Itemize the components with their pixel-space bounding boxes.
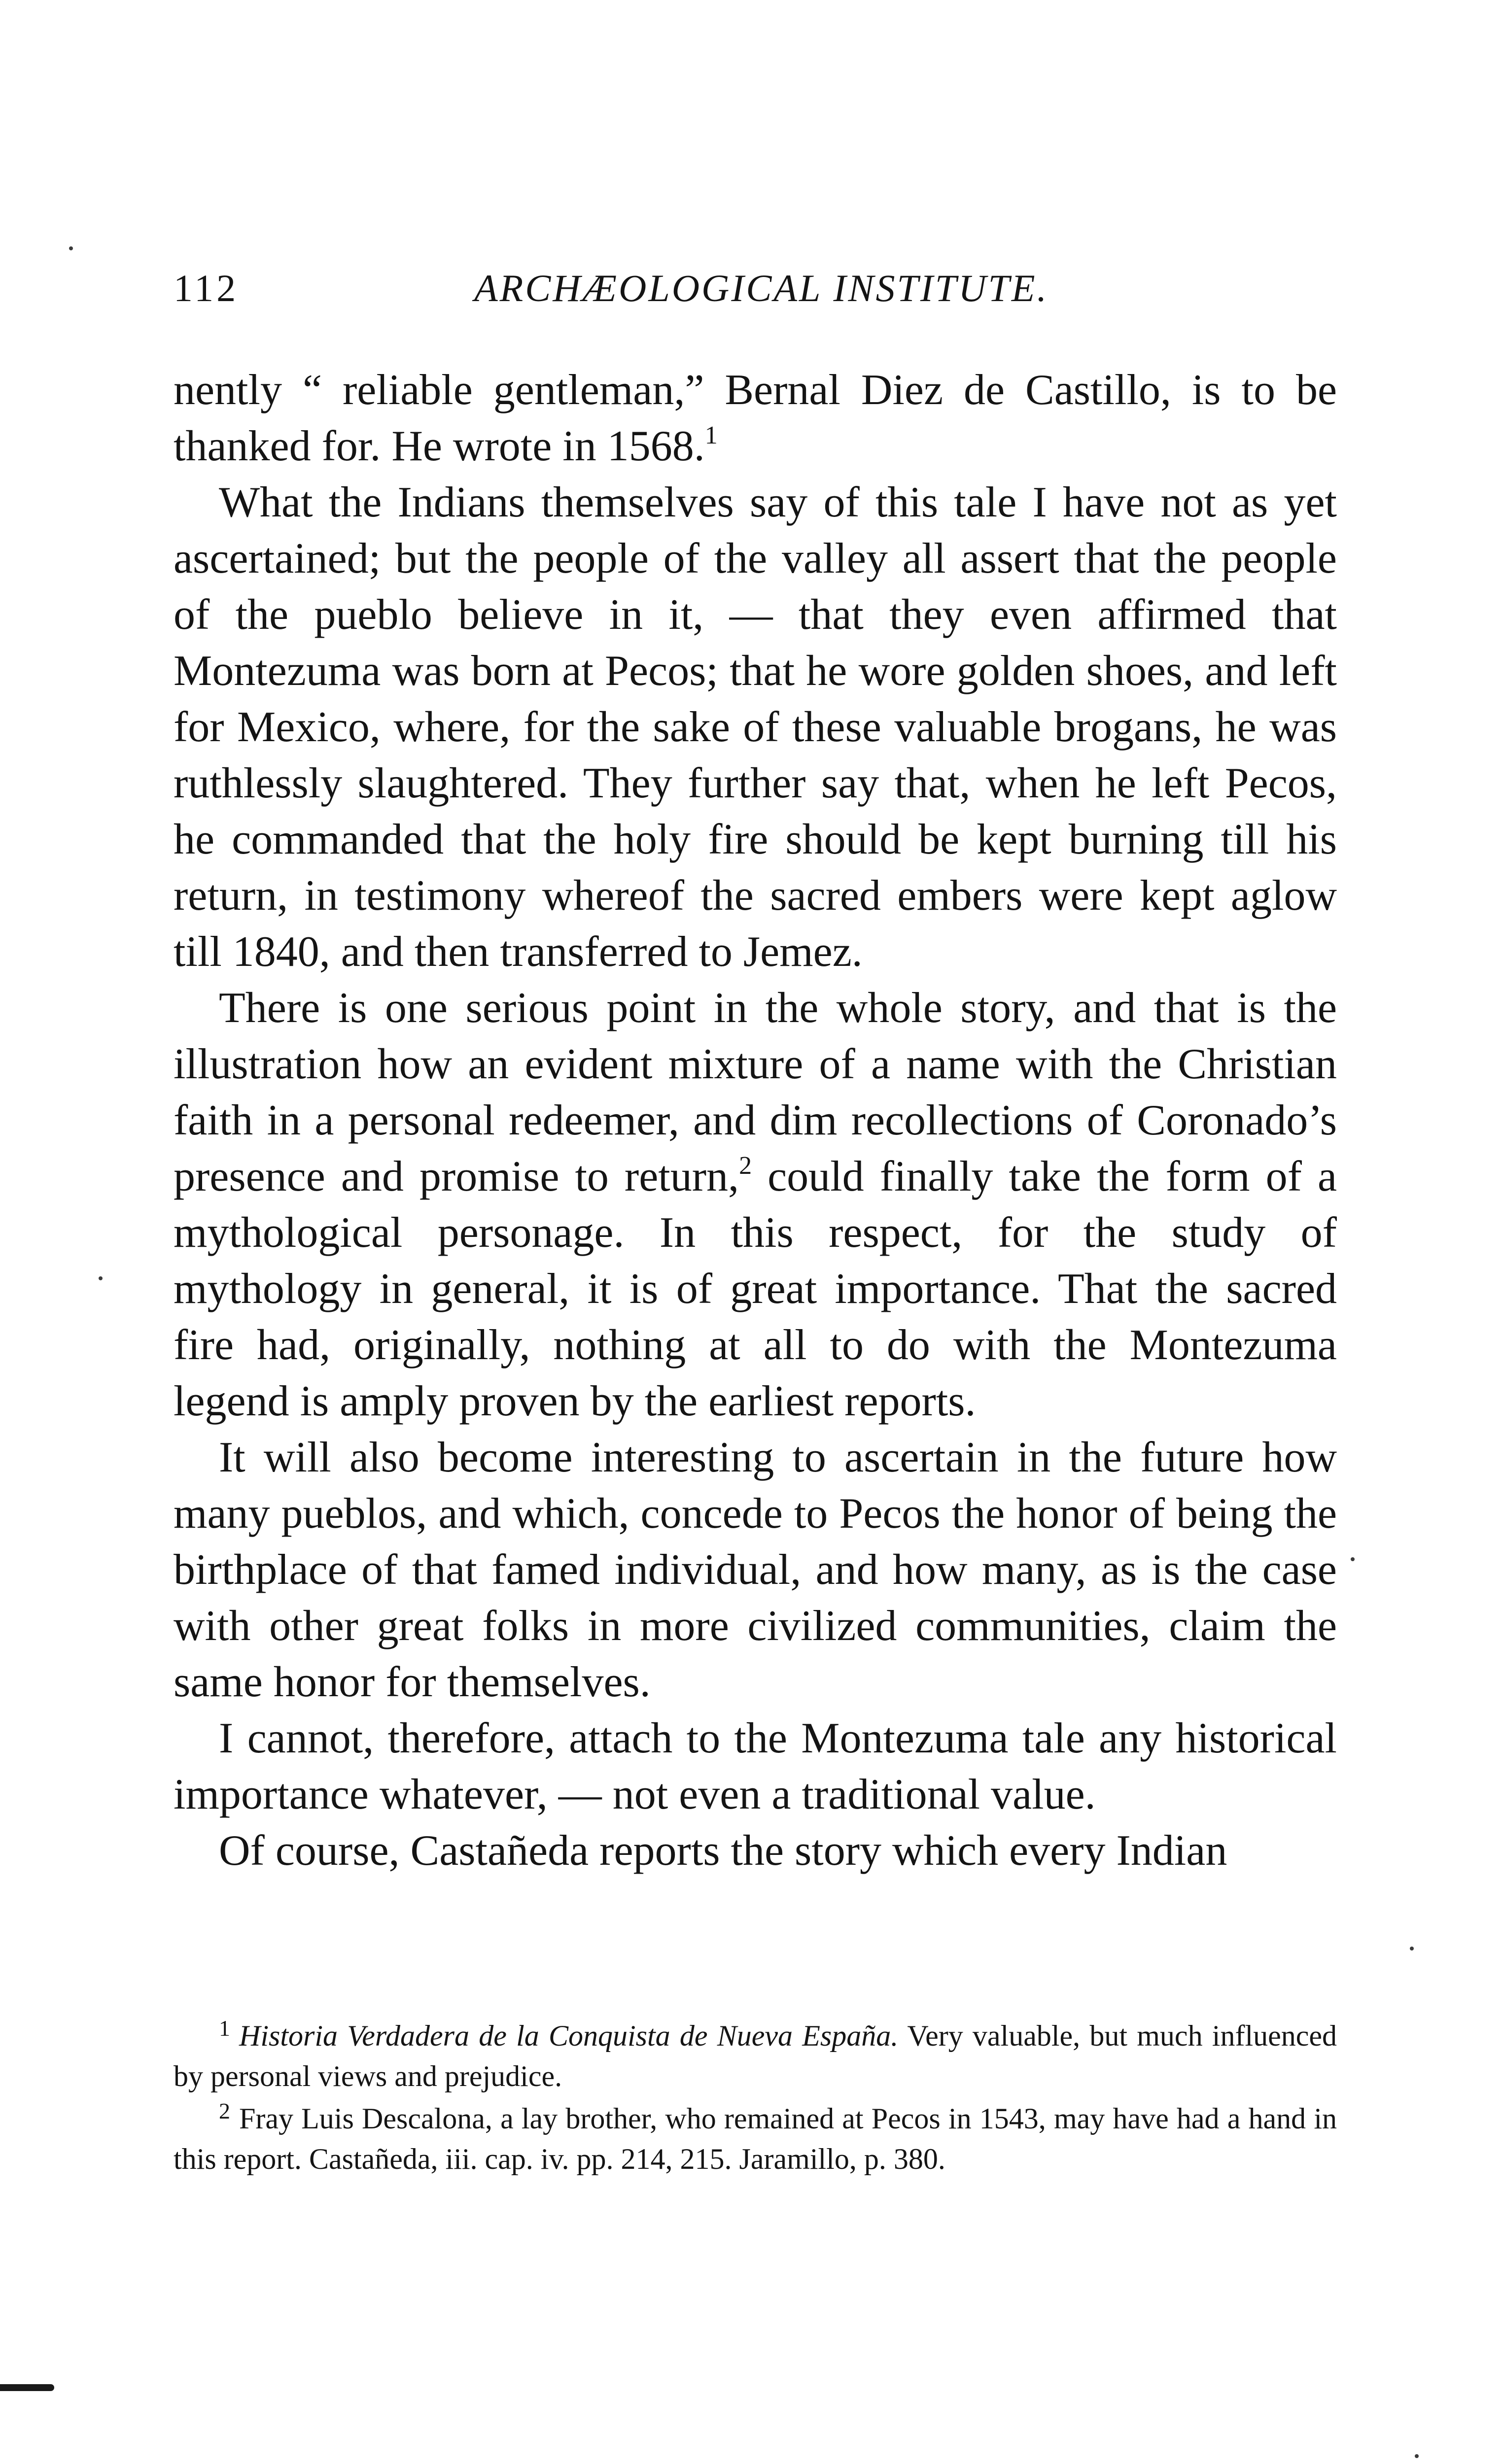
scan-speck xyxy=(1415,2454,1419,2458)
scan-speck xyxy=(1410,1947,1414,1951)
running-title: ARCHÆOLOGICAL INSTITUTE. xyxy=(474,267,1049,309)
footnote-2 xyxy=(174,2098,1337,2179)
footnote-1-text: Very valuable, but much influenced by personal views and prejudice. xyxy=(174,2019,1337,2092)
margin-dash-mark xyxy=(0,2384,54,2391)
footnote-ref-2: 2 xyxy=(739,1152,752,1180)
footnote-2-text: Fray Luis Descalona, a lay brother, who remained at Pecos in 1543, may have had a hand in this report. Castañeda, iii. cap. iv. pp. 214, 215. Jaramillo, p. 380. xyxy=(174,2102,1337,2175)
scan-speck xyxy=(99,1276,103,1280)
paragraph-3-text-after: could finally take the form of a mythological personage. In this respect, for the study of mythology in general, it is of great importance. That the sacred fire had, originally, nothing at all to do with the Montezuma legend is amply proven by the earliest reports. xyxy=(174,1153,1337,1425)
paragraph-3-text-before: There is one serious point in the whole story, and that is the illustration how an evident mixture of a name with the Christian faith in a personal redeemer, and dim recollections of Coronado’s presence and promise to return, xyxy=(174,984,1337,1200)
footnote-1 xyxy=(174,2016,1337,2096)
paragraph-1 xyxy=(174,362,1337,475)
paragraph-1-text: nently “ reliable gentleman,” Bernal Diez de Castillo, is to be thanked for. He wrote in 1568. xyxy=(174,366,1337,470)
paragraph-3 xyxy=(174,980,1337,1430)
footnote-2-number: 2 xyxy=(219,2098,230,2123)
page-number: 112 xyxy=(174,267,239,309)
paragraph-5: I cannot, therefore, attach to the Montezuma tale any historical importance whatever, — not even a traditional value. xyxy=(174,1714,1337,1818)
paragraph-4: It will also become interesting to ascertain in the future how many pueblos, and which, concede to Pecos the honor of being the birthplace of that famed individual, and how many, as is the case with other great folks in more civilized communities, claim the same honor for themselves. xyxy=(174,1434,1337,1706)
scan-speck xyxy=(69,246,73,250)
footnote-1-number: 1 xyxy=(219,2016,230,2041)
running-head xyxy=(174,266,1357,320)
footnotes xyxy=(174,2016,1337,2179)
body-text xyxy=(174,362,1337,1879)
paragraph-6: Of course, Castañeda reports the story which every Indian xyxy=(219,1827,1227,1875)
footnote-ref-1: 1 xyxy=(704,421,718,449)
scan-speck xyxy=(1351,1557,1355,1561)
footnote-1-italic-title: Historia Verdadera de la Conquista de Nueva España. xyxy=(239,2019,899,2052)
paragraph-2: What the Indians themselves say of this tale I have not as yet ascertained; but the people of the valley all assert that the people of the pueblo believe in it, — that they even affirmed that Montezuma was born at Pecos; that he wore golden shoes, and left for Mexico, where, for the sake of these valuable brogans, he was ruthlessly slaughtered. They further say that, when he left Pecos, he commanded that the holy fire should be kept burning till his return, in testimony whereof the sacred embers were kept aglow till 1840, and then transferred to Jemez. xyxy=(174,479,1337,976)
